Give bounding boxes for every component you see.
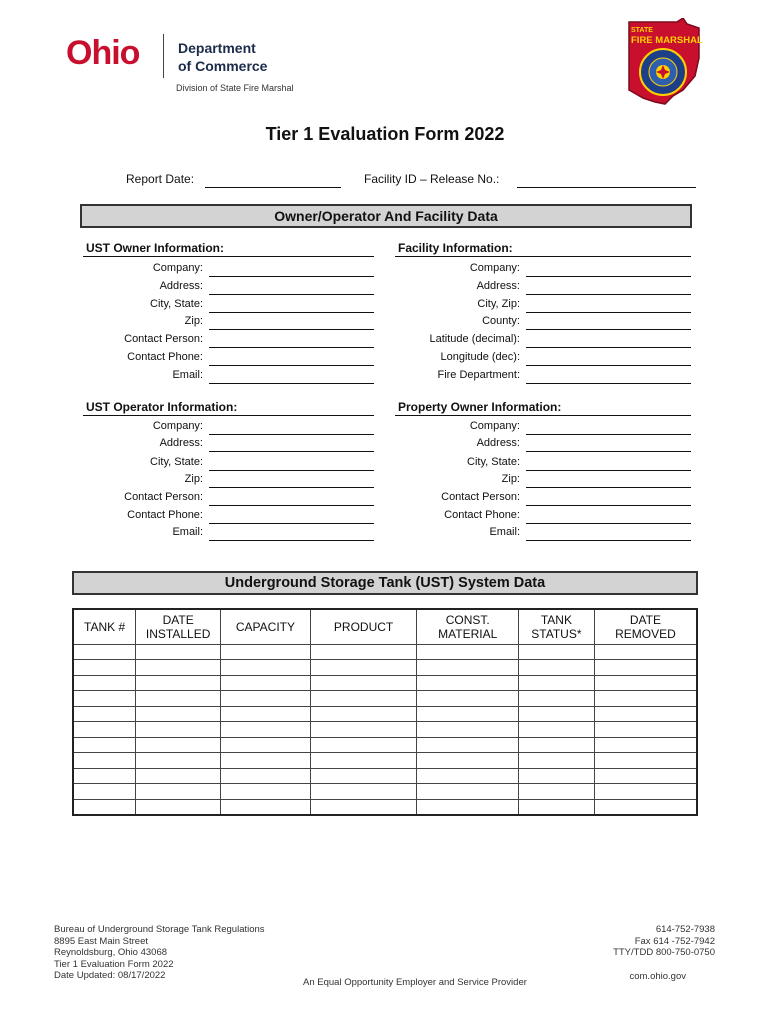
table-cell-date-installed[interactable]	[136, 644, 221, 660]
footer-city: Reynoldsburg, Ohio 43068	[54, 947, 168, 958]
table-cell-product[interactable]	[310, 660, 417, 676]
table-cell-tank-number[interactable]	[73, 784, 136, 800]
table-cell-capacity[interactable]	[221, 706, 311, 722]
table-cell-date-installed[interactable]	[136, 768, 221, 784]
table-cell-const-material[interactable]	[417, 675, 519, 691]
table-cell-product[interactable]	[310, 784, 417, 800]
table-cell-tank-status[interactable]	[519, 737, 595, 753]
table-cell-tank-status[interactable]	[519, 768, 595, 784]
table-cell-tank-number[interactable]	[73, 799, 136, 815]
ust-owner-email-field[interactable]	[209, 383, 374, 384]
ust-operator-email-field[interactable]	[209, 540, 374, 541]
table-cell-tank-number[interactable]	[73, 768, 136, 784]
facility-company-field[interactable]	[526, 276, 691, 277]
ust-owner-heading-underline	[83, 256, 374, 257]
table-cell-capacity[interactable]	[221, 799, 311, 815]
table-cell-tank-number[interactable]	[73, 706, 136, 722]
ust-operator-contact-phone-label: Contact Phone:	[127, 509, 203, 521]
table-cell-tank-status[interactable]	[519, 799, 595, 815]
table-row	[73, 660, 697, 676]
facility-longitude-label: Longitude (dec):	[440, 351, 520, 363]
column-header-const-material: CONST. MATERIAL	[417, 609, 519, 644]
table-cell-tank-status[interactable]	[519, 644, 595, 660]
ust-operator-email-label: Email:	[172, 526, 203, 538]
table-cell-date-installed[interactable]	[136, 737, 221, 753]
table-cell-tank-status[interactable]	[519, 660, 595, 676]
ust-operator-heading-underline	[83, 415, 374, 416]
column-header-capacity: CAPACITY	[221, 609, 311, 644]
facility-id-field[interactable]	[517, 187, 696, 188]
table-cell-product[interactable]	[310, 753, 417, 769]
table-cell-date-installed[interactable]	[136, 753, 221, 769]
column-header-date-removed: DATE REMOVED	[594, 609, 697, 644]
table-cell-date-installed[interactable]	[136, 675, 221, 691]
table-cell-tank-status[interactable]	[519, 675, 595, 691]
facility-city-zip-field[interactable]	[526, 312, 691, 313]
property-owner-contact-phone-field[interactable]	[526, 523, 691, 524]
ust-operator-city-state-label: City, State:	[150, 456, 203, 468]
table-cell-date-removed[interactable]	[594, 753, 697, 769]
property-owner-heading: Property Owner Information:	[398, 400, 562, 414]
column-header-product: PRODUCT	[310, 609, 417, 644]
column-header-tank-number: TANK #	[73, 609, 136, 644]
facility-county-label: County:	[482, 315, 520, 327]
table-cell-date-removed[interactable]	[594, 737, 697, 753]
table-row	[73, 691, 697, 707]
facility-county-field[interactable]	[526, 329, 691, 330]
facility-id-label: Facility ID – Release No.:	[364, 172, 500, 186]
table-cell-date-removed[interactable]	[594, 768, 697, 784]
facility-address-label: Address:	[476, 280, 520, 292]
property-owner-city-state-label: City, State:	[467, 456, 520, 468]
facility-latitude-label: Latitude (decimal):	[429, 333, 520, 345]
table-cell-capacity[interactable]	[221, 753, 311, 769]
table-cell-const-material[interactable]	[417, 722, 519, 738]
footer-date-updated: Date Updated: 08/17/2022	[54, 970, 166, 981]
footer-tty: TTY/TDD 800-750-0750	[613, 947, 715, 958]
table-cell-const-material[interactable]	[417, 691, 519, 707]
table-cell-date-installed[interactable]	[136, 691, 221, 707]
report-date-field[interactable]	[205, 187, 341, 188]
table-cell-capacity[interactable]	[221, 691, 311, 707]
table-cell-product[interactable]	[310, 691, 417, 707]
logo-divider	[163, 34, 164, 78]
table-cell-date-installed[interactable]	[136, 706, 221, 722]
table-row	[73, 737, 697, 753]
table-cell-tank-number[interactable]	[73, 691, 136, 707]
ust-owner-address-label: Address:	[159, 280, 203, 292]
ohio-logo: Ohio	[66, 34, 140, 72]
table-cell-tank-number[interactable]	[73, 675, 136, 691]
table-cell-tank-number[interactable]	[73, 753, 136, 769]
table-cell-date-removed[interactable]	[594, 784, 697, 800]
facility-heading: Facility Information:	[398, 241, 513, 255]
table-row	[73, 784, 697, 800]
table-header-row	[73, 609, 697, 644]
table-cell-date-removed[interactable]	[594, 799, 697, 815]
property-owner-email-label: Email:	[489, 526, 520, 538]
table-cell-tank-number[interactable]	[73, 660, 136, 676]
ust-owner-company-label: Company:	[152, 262, 203, 274]
ust-operator-contact-person-field[interactable]	[209, 505, 374, 506]
ust-owner-city-state-field[interactable]	[209, 312, 374, 313]
table-cell-capacity[interactable]	[221, 784, 311, 800]
facility-address-field[interactable]	[526, 294, 691, 295]
table-cell-product[interactable]	[310, 768, 417, 784]
table-cell-date-removed[interactable]	[594, 660, 697, 676]
table-row	[73, 799, 697, 815]
ust-owner-address-field[interactable]	[209, 294, 374, 295]
table-cell-tank-status[interactable]	[519, 722, 595, 738]
property-owner-address-label: Address:	[476, 437, 520, 449]
table-cell-tank-number[interactable]	[73, 737, 136, 753]
facility-heading-underline	[395, 256, 691, 257]
facility-longitude-field[interactable]	[526, 365, 691, 366]
ust-operator-company-field[interactable]	[209, 434, 374, 435]
ust-operator-heading: UST Operator Information:	[86, 400, 238, 414]
ust-owner-email-label: Email:	[172, 369, 203, 381]
table-row	[73, 722, 697, 738]
table-cell-const-material[interactable]	[417, 660, 519, 676]
table-row	[73, 644, 697, 660]
ust-operator-contact-person-label: Contact Person:	[124, 491, 203, 503]
table-cell-product[interactable]	[310, 799, 417, 815]
page-header	[0, 0, 770, 100]
table-cell-tank-number[interactable]	[73, 644, 136, 660]
facility-fire-department-field[interactable]	[526, 383, 691, 384]
property-owner-contact-person-label: Contact Person:	[441, 491, 520, 503]
ust-operator-zip-label: Zip:	[184, 473, 203, 485]
property-owner-zip-field[interactable]	[526, 487, 691, 488]
report-date-label: Report Date:	[126, 172, 195, 186]
table-row	[73, 753, 697, 769]
footer-street: 8895 East Main Street	[54, 935, 148, 947]
ust-system-table	[72, 608, 698, 816]
ust-operator-contact-phone-field[interactable]	[209, 523, 374, 524]
table-cell-product[interactable]	[310, 644, 417, 660]
ust-owner-city-state-label: City, State:	[150, 298, 203, 310]
table-cell-product[interactable]	[310, 737, 417, 753]
ust-owner-contact-person-label: Contact Person:	[124, 333, 203, 345]
ust-owner-zip-label: Zip:	[184, 315, 203, 327]
ust-operator-address-label: Address:	[159, 437, 203, 449]
form-title: Tier 1 Evaluation Form 2022	[265, 124, 505, 144]
table-cell-capacity[interactable]	[221, 722, 311, 738]
table-cell-tank-number[interactable]	[73, 722, 136, 738]
department-name-line1: Department	[178, 40, 256, 56]
ust-owner-contact-person-field[interactable]	[209, 347, 374, 348]
table-cell-tank-status[interactable]	[519, 691, 595, 707]
facility-fire-department-label: Fire Department:	[437, 369, 520, 381]
table-cell-const-material[interactable]	[417, 737, 519, 753]
column-header-date-installed: DATE INSTALLED	[136, 609, 221, 644]
ust-owner-heading: UST Owner Information:	[86, 241, 224, 255]
ust-operator-company-label: Company:	[152, 420, 203, 432]
table-row	[73, 675, 697, 691]
table-cell-date-removed[interactable]	[594, 691, 697, 707]
table-cell-capacity[interactable]	[221, 644, 311, 660]
table-cell-date-removed[interactable]	[594, 644, 697, 660]
property-owner-address-field[interactable]	[526, 451, 691, 452]
footer-form-name: Tier 1 Evaluation Form 2022	[54, 958, 174, 970]
table-cell-capacity[interactable]	[221, 675, 311, 691]
table-cell-tank-status[interactable]	[519, 753, 595, 769]
table-cell-product[interactable]	[310, 675, 417, 691]
footer-website-link[interactable]: com.ohio.gov	[629, 971, 686, 982]
footer-contact-block	[613, 924, 715, 959]
ust-operator-zip-field[interactable]	[209, 487, 374, 488]
facility-city-zip-label: City, Zip:	[477, 298, 520, 310]
table-cell-const-material[interactable]	[417, 753, 519, 769]
ust-operator-address-field[interactable]	[209, 451, 374, 452]
seal-state-text: STATE	[631, 27, 653, 34]
table-cell-date-removed[interactable]	[594, 722, 697, 738]
table-cell-capacity[interactable]	[221, 737, 311, 753]
ust-owner-contact-phone-field[interactable]	[209, 365, 374, 366]
footer-address-block	[54, 924, 265, 982]
property-owner-company-field[interactable]	[526, 434, 691, 435]
facility-company-label: Company:	[469, 262, 520, 274]
ust-owner-zip-field[interactable]	[209, 329, 374, 330]
seal-main-text: FIRE MARSHAL	[631, 35, 703, 46]
table-cell-date-removed[interactable]	[594, 675, 697, 691]
table-cell-const-material[interactable]	[417, 644, 519, 660]
table-cell-date-installed[interactable]	[136, 722, 221, 738]
ust-owner-company-field[interactable]	[209, 276, 374, 277]
table-cell-date-removed[interactable]	[594, 706, 697, 722]
fire-marshal-seal-logo	[625, 18, 703, 106]
column-header-tank-status: TANK STATUS*	[519, 609, 595, 644]
table-cell-const-material[interactable]	[417, 784, 519, 800]
footer-fax: Fax 614 -752-7942	[634, 935, 715, 947]
table-cell-tank-status[interactable]	[519, 706, 595, 722]
property-owner-contact-person-field[interactable]	[526, 505, 691, 506]
footer-bureau-name: Bureau of Underground Storage Tank Regulations	[54, 924, 265, 935]
table-cell-const-material[interactable]	[417, 768, 519, 784]
facility-latitude-field[interactable]	[526, 347, 691, 348]
table-cell-const-material[interactable]	[417, 799, 519, 815]
footer-phone: 614-752-7938	[655, 924, 715, 935]
table-cell-const-material[interactable]	[417, 706, 519, 722]
ust-operator-city-state-field[interactable]	[209, 470, 374, 471]
table-cell-date-installed[interactable]	[136, 784, 221, 800]
division-name: Division of State Fire Marshal	[176, 83, 294, 93]
property-owner-city-state-field[interactable]	[526, 470, 691, 471]
property-owner-email-field[interactable]	[526, 540, 691, 541]
owner-operator-section-header: Owner/Operator And Facility Data	[80, 204, 692, 228]
property-owner-contact-phone-label: Contact Phone:	[444, 509, 520, 521]
property-owner-company-label: Company:	[469, 420, 520, 432]
table-cell-capacity[interactable]	[221, 660, 311, 676]
table-cell-date-installed[interactable]	[136, 799, 221, 815]
table-row	[73, 706, 697, 722]
ust-owner-contact-phone-label: Contact Phone:	[127, 351, 203, 363]
footer-equal-opportunity: An Equal Opportunity Employer and Service Provider	[303, 977, 527, 988]
ust-system-section-header: Underground Storage Tank (UST) System Data	[72, 571, 698, 595]
table-cell-date-installed[interactable]	[136, 660, 221, 676]
department-name-line2: of Commerce	[178, 58, 268, 74]
property-owner-heading-underline	[395, 415, 691, 416]
table-cell-tank-status[interactable]	[519, 784, 595, 800]
table-cell-product[interactable]	[310, 706, 417, 722]
table-cell-product[interactable]	[310, 722, 417, 738]
table-row	[73, 768, 697, 784]
property-owner-zip-label: Zip:	[501, 473, 520, 485]
table-cell-capacity[interactable]	[221, 768, 311, 784]
